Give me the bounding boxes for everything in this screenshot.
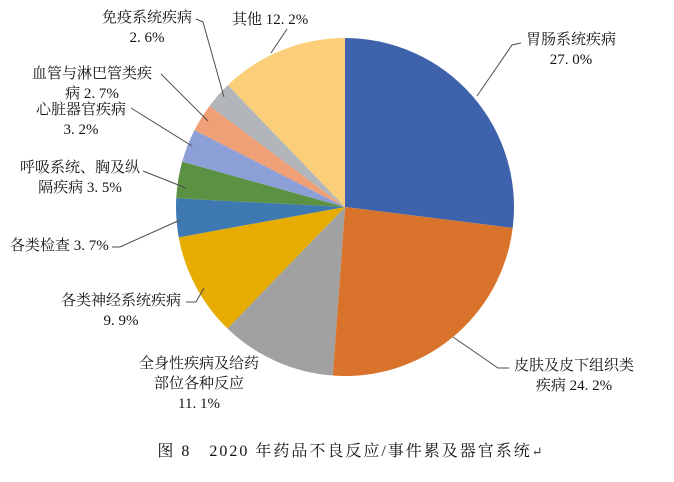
paragraph-return-mark: ↵ xyxy=(531,444,543,459)
pie-callout-9 xyxy=(232,10,342,30)
pie-callout-line: 2. 6% xyxy=(129,30,165,46)
pie-callout-line: 其他 12. 2% xyxy=(232,12,309,28)
pie-callout-line: 疾病 24. 2% xyxy=(535,378,613,394)
pie-callout-line: 9. 9% xyxy=(103,313,139,329)
pie-callout-8 xyxy=(82,8,212,48)
pie-callout-line: 3. 2% xyxy=(63,122,99,138)
pie-callout-2 xyxy=(134,354,264,414)
pie-callout-line: 胃肠系统疾病 xyxy=(525,32,616,48)
pie-callout-7 xyxy=(27,64,157,104)
pie-callout-1 xyxy=(509,356,639,396)
pie-callout-line: 各类神经系统疾病 xyxy=(60,293,181,309)
pie-slice-0 xyxy=(345,38,514,228)
pie-callout-line: 11. 1% xyxy=(178,396,220,412)
pie-callout-0 xyxy=(506,30,636,70)
pie-callout-line: 27. 0% xyxy=(549,52,593,68)
pie-callout-4 xyxy=(10,236,130,256)
pie-callout-line: 呼吸系统、胸及纵 xyxy=(19,160,140,176)
pie-callout-6 xyxy=(16,100,146,140)
figure-caption-text: 图 8 2020 年药品不良反应/事件累及器官系统 xyxy=(157,443,532,460)
leader-line-7 xyxy=(161,74,208,121)
pie-slice-1 xyxy=(333,207,513,376)
leader-line-1 xyxy=(453,337,509,368)
pie-callout-line: 隔疾病 3. 5% xyxy=(38,180,122,196)
pie-callout-3 xyxy=(56,291,186,331)
pie-callout-line: 病 2. 7% xyxy=(65,86,119,102)
pie-callout-line: 皮肤及皮下组织类 xyxy=(513,358,634,374)
pie-callout-line: 全身性疾病及给药 xyxy=(138,356,259,372)
pie-callout-line: 部位各种反应 xyxy=(153,376,244,392)
pie-callout-line: 免疫系统疾病 xyxy=(101,10,192,26)
figure-caption xyxy=(26,438,674,461)
pie-callout-line: 各类检查 3. 7% xyxy=(10,238,109,254)
pie-callout-line: 血管与淋巴管类疾 xyxy=(31,66,152,82)
pie-callout-line: 心脏器官疾病 xyxy=(35,102,126,118)
pie-callout-5 xyxy=(15,158,145,198)
